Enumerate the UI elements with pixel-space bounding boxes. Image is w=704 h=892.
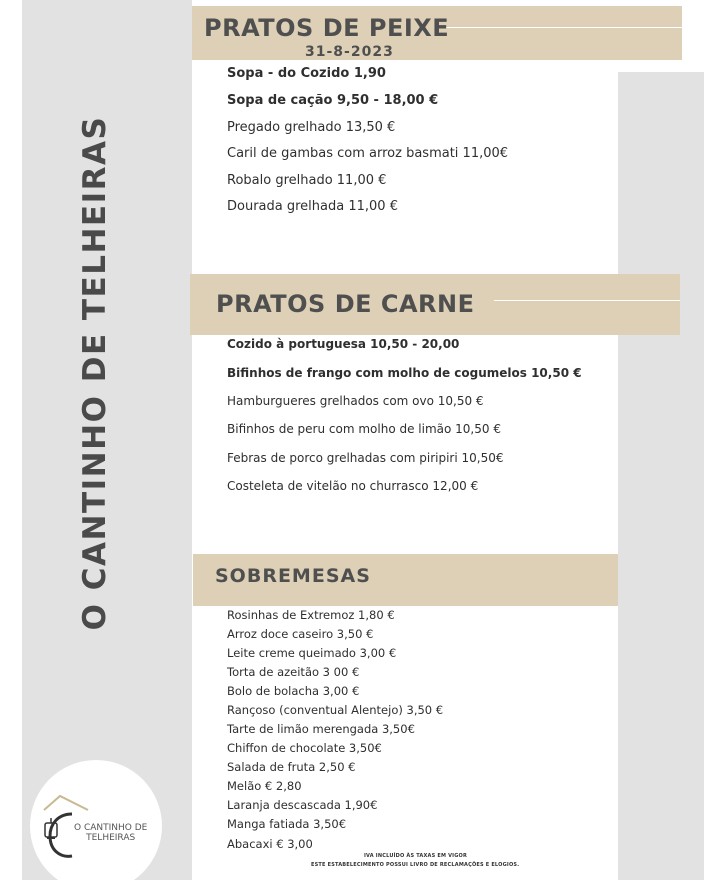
logo-text-line2: TELHEIRAS bbox=[86, 833, 136, 843]
list-item: Febras de porco grelhadas com piripiri 10,50€ bbox=[227, 451, 504, 465]
list-item: Costeleta de vitelão no churrasco 12,00 € bbox=[227, 479, 479, 493]
logo-text-line1: O CANTINHO DE bbox=[74, 823, 148, 833]
list-item: Bifinhos de frango com molho de cogumelos 10,50 € bbox=[227, 366, 582, 380]
menu-date: 31-8-2023 bbox=[305, 44, 394, 60]
list-item: Dourada grelhada 11,00 € bbox=[227, 199, 398, 214]
list-item: Rosinhas de Extremoz 1,80 € bbox=[227, 608, 395, 622]
list-item: Cozido à portuguesa 10,50 - 20,00 bbox=[227, 337, 460, 351]
list-item: Sopa de cação 9,50 - 18,00 € bbox=[227, 93, 439, 108]
meat-title-rule bbox=[494, 300, 680, 301]
list-item: Bolo de bolacha 3,00 € bbox=[227, 684, 360, 698]
list-item: Leite creme queimado 3,00 € bbox=[227, 646, 397, 660]
section-title-sobremesas: SOBREMESAS bbox=[215, 565, 371, 587]
list-item: Salada de fruta 2,50 € bbox=[227, 760, 356, 774]
fish-title-rule bbox=[444, 27, 682, 28]
list-item: Manga fatiada 3,50€ bbox=[227, 817, 347, 831]
list-item: Robalo grelhado 11,00 € bbox=[227, 173, 387, 188]
list-item: Melão € 2,80 bbox=[227, 779, 302, 793]
footer-complaints-note: ESTE ESTABELECIMENTO POSSUI LIVRO DE RECLAMAÇÕES E ELOGIOS. bbox=[311, 862, 520, 868]
right-gray-band bbox=[618, 72, 704, 880]
list-item: Tarte de limão merengada 3,50€ bbox=[227, 722, 415, 736]
list-item: Torta de azeitão 3 00 € bbox=[227, 665, 360, 679]
list-item: Caril de gambas com arroz basmati 11,00€ bbox=[227, 146, 509, 161]
list-item: Abacaxi € 3,00 bbox=[227, 837, 313, 851]
list-item: Bifinhos de peru com molho de limão 10,50 € bbox=[227, 422, 501, 436]
section-title-peixe: PRATOS DE PEIXE bbox=[204, 14, 450, 42]
list-item: Rançoso (conventual Alentejo) 3,50 € bbox=[227, 703, 444, 717]
list-item: Pregado grelhado 13,50 € bbox=[227, 120, 396, 135]
list-item: Hamburgueres grelhados com ovo 10,50 € bbox=[227, 394, 484, 408]
section-title-carne: PRATOS DE CARNE bbox=[216, 290, 475, 318]
list-item: Sopa - do Cozido 1,90 bbox=[227, 66, 386, 81]
list-item: Laranja descascada 1,90€ bbox=[227, 798, 378, 812]
list-item: Arroz doce caseiro 3,50 € bbox=[227, 627, 374, 641]
logo-text bbox=[74, 823, 147, 843]
restaurant-name-vertical: O CANTINHO DE TELHEIRAS bbox=[77, 115, 113, 631]
footer-vat-note: IVA INCLUÍDO ÀS TAXAS EM VIGOR bbox=[364, 853, 468, 859]
list-item: Chiffon de chocolate 3,50€ bbox=[227, 741, 382, 755]
